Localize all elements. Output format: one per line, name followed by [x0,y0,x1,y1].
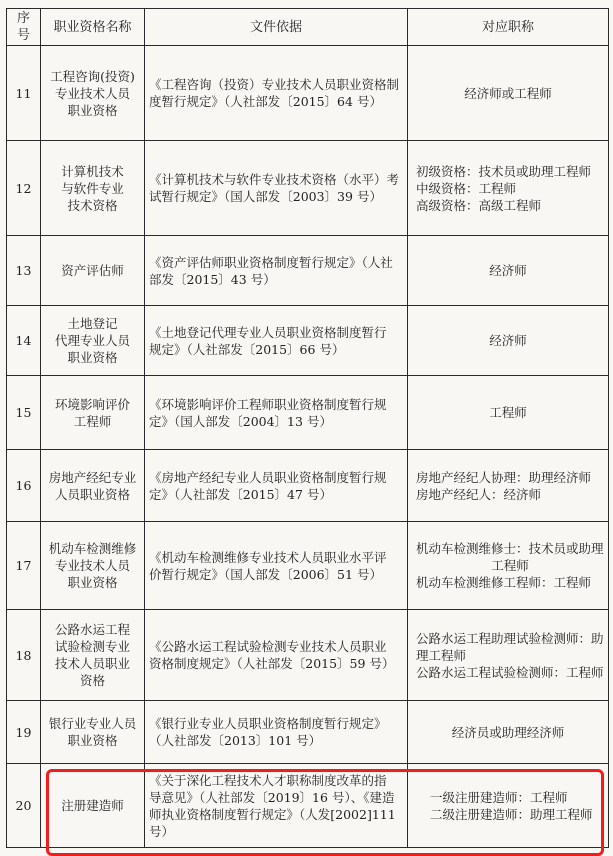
qualification-name-line: 技术人员职业 [54,656,130,671]
corresponding-title [408,46,609,141]
table-row [7,701,609,764]
qualification-name-line: 公路水运工程 [54,622,130,637]
table-row [7,522,609,610]
table-row [7,764,609,848]
qualification-name [41,764,145,848]
document-basis [145,306,408,376]
qualification-name-line: 职业资格 [67,102,118,118]
qualification-name [41,306,145,376]
header-row [7,9,609,46]
qualification-name-line: 资格 [79,673,105,688]
corresponding-title-line: 初级资格：技术员或助理工程师 [416,163,592,179]
document-basis-line: 试暂行规定》（国人部发〔2003〕39 号） [149,189,382,204]
qualification-name-line: 银行业专业人员 [48,716,137,731]
corresponding-title [408,376,609,450]
corresponding-title-line: 经济师或工程师 [464,85,552,101]
table-row [7,610,609,701]
qualification-name [41,141,145,236]
corresponding-title-line: 一级注册建造师：工程师 [430,789,568,805]
document-basis [145,764,408,848]
document-basis-line: 《土地登记代理专业人员职业资格制度暂行 [149,324,387,340]
corresponding-title [408,450,609,522]
qualification-name [41,376,145,450]
row-number: 20 [7,764,41,848]
qualification-name [41,701,145,764]
row-number: 11 [7,46,41,141]
document-basis [145,236,408,306]
document-basis-line: （人社部发〔2013〕101 号） [149,733,322,748]
document-basis-line: 价暂行规定》（国人部发〔2006〕51 号） [149,566,382,582]
corresponding-title [408,141,609,236]
table-row [7,46,609,141]
document-basis [145,610,408,701]
corresponding-title-line: 二级注册建造师：助理工程师 [430,806,593,822]
document-basis-line: 《计算机技术与软件专业技术资格（水平）考 [149,172,400,187]
corresponding-title-line: 经济师 [489,263,527,278]
corresponding-title-line: 公路水运工程助理试验检测师：助 [416,630,604,646]
document-basis-line: 规定》（人社部发〔2015〕66 号） [149,341,345,357]
row-number: 16 [7,450,41,522]
document-basis-line: 号） [149,823,175,839]
qualification-name-line: 环境影响评价 [54,396,130,412]
qualification-name-line: 资产评估师 [61,263,124,278]
qualification-name-line: 注册建造师 [61,798,124,813]
document-basis-line: 度暂行规定》（人社部发〔2015〕64 号） [149,94,382,109]
qualification-name-line: 技术资格 [67,197,118,213]
document-basis-line: 《公路水运工程试验检测专业技术人员职业 [149,639,387,654]
document-basis-line: 《工程咨询（投资）专业技术人员职业资格制 [149,77,400,92]
document-basis-line: 师执业资格制度暂行规定》（人发[2002]111 [149,806,396,822]
corresponding-title-line: 经济员或助理经济师 [451,724,565,740]
row-number: 15 [7,376,41,450]
document-basis-line: 《房地产经纪专业人员职业资格制度暂行规 [149,469,387,485]
document-basis-line: 资格制度规定》（人社部发〔2015〕59 号） [149,656,395,671]
row-number: 13 [7,236,41,306]
header-title: 对应职称 [408,9,609,46]
qualification-name [41,236,145,306]
qualification-name-line: 代理专业人员 [54,333,130,348]
corresponding-title [408,701,609,764]
qualification-name-line: 职业资格 [67,350,118,365]
qualification-name-line: 房地产经纪专业 [48,469,137,485]
corresponding-title-line: 公路水运工程试验检测师：工程师 [416,664,604,680]
header-name: 职业资格名称 [41,9,145,46]
qualification-name-line: 土地登记 [67,316,118,331]
document-basis [145,376,408,450]
row-number: 19 [7,701,41,764]
document-basis [145,141,408,236]
row-number: 17 [7,522,41,610]
document-basis-line: 《关于深化工程技术人才职称制度改革的指 [149,772,387,788]
qualification-table [6,8,609,848]
corresponding-title-line: 机动车检测维修工程师：工程师 [416,575,592,590]
table-row [7,376,609,450]
qualification-name-line: 工程师 [73,413,112,429]
corresponding-title-line: 经济师 [489,333,527,348]
qualification-name [41,610,145,701]
document-basis [145,46,408,141]
corresponding-title-line: 机动车检测维修士：技术员或助理 [416,541,604,556]
corresponding-title-line: 工程师 [491,558,529,573]
document-basis-line: 《资产评估师职业资格制度暂行规定》（人社 [149,254,393,270]
corresponding-title [408,764,609,848]
row-number: 18 [7,610,41,701]
table-row [7,236,609,306]
qualification-name-line: 工程咨询(投资) [50,68,135,84]
document-basis-line: 定》（人社部发〔2015〕47 号） [149,486,332,502]
corresponding-title-line: 房地产经纪人协理：助理经济师 [416,469,592,485]
qualification-name [41,46,145,141]
document-basis [145,701,408,764]
corresponding-title-line: 高级资格：高级工程师 [416,197,542,213]
document-basis-line: 导意见》（人社部发〔2019〕16 号）、《建造 [149,789,395,805]
row-number: 12 [7,141,41,236]
corresponding-title-line: 中级资格：工程师 [416,180,517,196]
document-basis-line: 《机动车检测维修专业技术人员职业水平评 [149,549,387,565]
qualification-name-line: 与软件专业 [61,180,124,196]
corresponding-title [408,522,609,610]
header-no: 序号 [7,9,41,46]
qualification-name-line: 计算机技术 [61,163,124,179]
corresponding-title [408,610,609,701]
corresponding-title-line: 房地产经纪人：经济师 [416,486,542,502]
qualification-name-line: 职业资格 [67,575,118,590]
table-row [7,141,609,236]
qualification-name-line: 专业技术人员 [54,558,130,573]
document-basis-line: 部发〔2015〕43 号） [149,271,276,287]
document-basis [145,450,408,522]
table-row [7,306,609,376]
qualification-name [41,522,145,610]
qualification-name-line: 职业资格 [67,733,118,748]
row-number: 14 [7,306,41,376]
corresponding-title-line: 工程师 [489,405,527,420]
header-doc: 文件依据 [145,9,408,46]
corresponding-title [408,236,609,306]
document-basis-line: 《银行业专业人员职业资格制度暂行规定》 [149,716,387,731]
document-basis-line: 定》（国人部发〔2004〕13 号） [149,413,332,429]
qualification-name [41,450,145,522]
document-basis [145,522,408,610]
document-basis-line: 《环境影响评价工程师职业资格制度暂行规 [149,396,387,412]
qualification-name-line: 专业技术人员 [54,85,130,101]
qualification-name-line: 试验检测专业 [54,639,130,654]
corresponding-title-line: 理工程师 [416,647,467,663]
corresponding-title [408,306,609,376]
qualification-name-line: 机动车检测维修 [48,541,137,556]
qualification-name-line: 人员职业资格 [54,486,130,502]
table-row [7,450,609,522]
